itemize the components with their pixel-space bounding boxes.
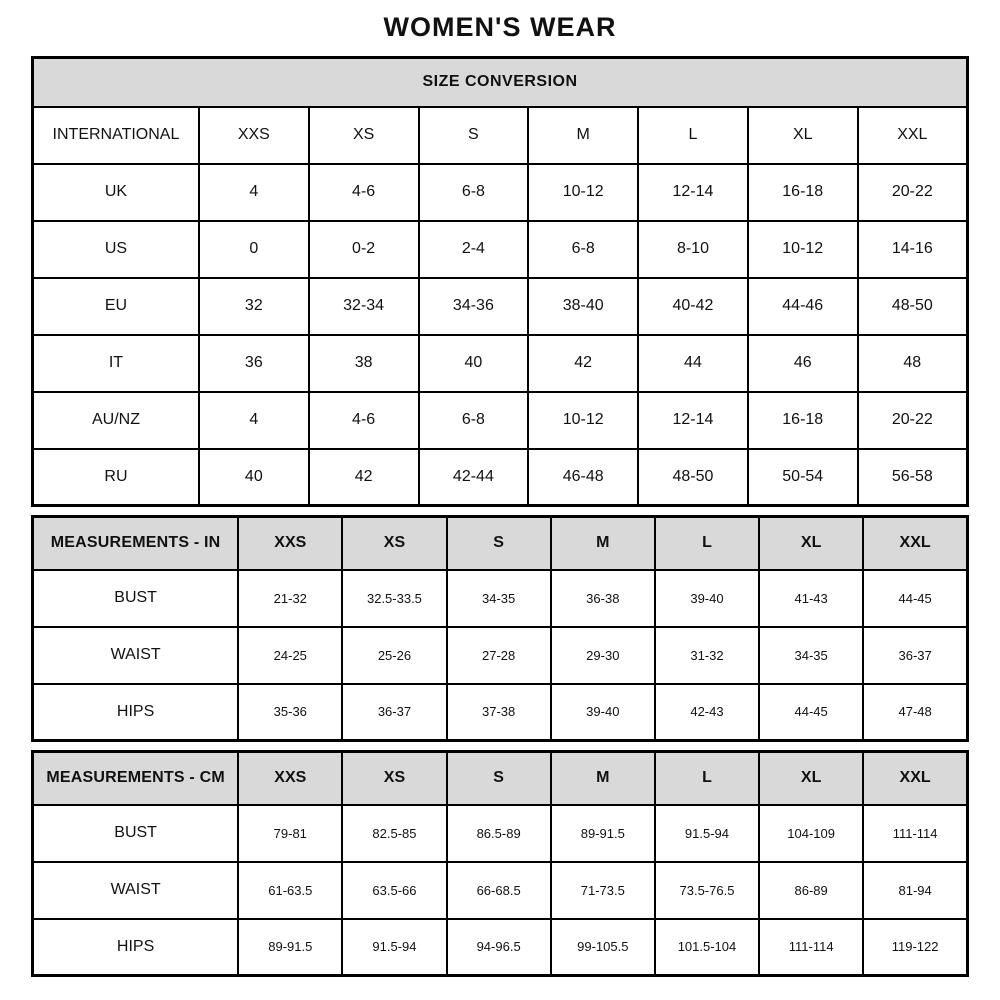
- size-column-header: XS: [342, 517, 446, 570]
- table-header-row: [33, 517, 968, 570]
- cell-value: 4-6: [309, 392, 419, 449]
- cell-value: 82.5-85: [342, 805, 446, 862]
- cell-value: 40: [199, 449, 309, 506]
- cell-value: 104-109: [759, 805, 863, 862]
- table-row: [33, 627, 968, 684]
- cell-value: 50-54: [748, 449, 858, 506]
- size-conversion-body: [33, 107, 968, 506]
- cell-value: 47-48: [863, 684, 967, 741]
- cell-value: 42-44: [419, 449, 529, 506]
- size-column-header: L: [655, 517, 759, 570]
- size-column-header: XL: [759, 752, 863, 805]
- row-label: UK: [33, 164, 199, 221]
- cell-value: 4: [199, 164, 309, 221]
- cell-value: XXS: [199, 107, 309, 164]
- cell-value: XS: [309, 107, 419, 164]
- cell-value: 42: [528, 335, 638, 392]
- cell-value: 4-6: [309, 164, 419, 221]
- row-label: BUST: [33, 805, 239, 862]
- size-conversion-table: [31, 56, 969, 507]
- cell-value: 48: [858, 335, 968, 392]
- cell-value: 39-40: [551, 684, 655, 741]
- table-row: [33, 278, 968, 335]
- cell-value: 40: [419, 335, 529, 392]
- size-column-header: S: [447, 752, 551, 805]
- table-row: [33, 805, 968, 862]
- cell-value: M: [528, 107, 638, 164]
- measurements-cm-header: MEASUREMENTS - CM: [33, 752, 239, 805]
- cell-value: 20-22: [858, 164, 968, 221]
- table-row: [33, 684, 968, 741]
- cell-value: 34-35: [759, 627, 863, 684]
- table-row: [33, 570, 968, 627]
- cell-value: 38-40: [528, 278, 638, 335]
- measurements-in-body: [33, 570, 968, 741]
- size-column-header: XL: [759, 517, 863, 570]
- cell-value: XXL: [858, 107, 968, 164]
- cell-value: S: [419, 107, 529, 164]
- size-column-header: S: [447, 517, 551, 570]
- cell-value: 10-12: [748, 221, 858, 278]
- row-label: WAIST: [33, 862, 239, 919]
- row-label: RU: [33, 449, 199, 506]
- cell-value: 66-68.5: [447, 862, 551, 919]
- cell-value: 39-40: [655, 570, 759, 627]
- cell-value: 44: [638, 335, 748, 392]
- size-column-header: L: [655, 752, 759, 805]
- cell-value: 42: [309, 449, 419, 506]
- cell-value: 48-50: [638, 449, 748, 506]
- cell-value: 46: [748, 335, 858, 392]
- cell-value: 20-22: [858, 392, 968, 449]
- row-label: AU/NZ: [33, 392, 199, 449]
- cell-value: 12-14: [638, 164, 748, 221]
- cell-value: 44-45: [759, 684, 863, 741]
- cell-value: 111-114: [759, 919, 863, 976]
- table-row: [33, 392, 968, 449]
- cell-value: 6-8: [528, 221, 638, 278]
- cell-value: 71-73.5: [551, 862, 655, 919]
- cell-value: 63.5-66: [342, 862, 446, 919]
- table-row: [33, 221, 968, 278]
- size-column-header: M: [551, 752, 655, 805]
- cell-value: 32-34: [309, 278, 419, 335]
- measurements-cm-body: [33, 805, 968, 976]
- cell-value: 16-18: [748, 164, 858, 221]
- cell-value: 41-43: [759, 570, 863, 627]
- row-label: INTERNATIONAL: [33, 107, 199, 164]
- cell-value: 89-91.5: [551, 805, 655, 862]
- cell-value: 79-81: [238, 805, 342, 862]
- cell-value: 21-32: [238, 570, 342, 627]
- cell-value: 34-35: [447, 570, 551, 627]
- size-column-header: XXL: [863, 752, 967, 805]
- cell-value: 36-37: [863, 627, 967, 684]
- cell-value: 36-37: [342, 684, 446, 741]
- cell-value: 36: [199, 335, 309, 392]
- cell-value: 32: [199, 278, 309, 335]
- row-label: WAIST: [33, 627, 239, 684]
- cell-value: 89-91.5: [238, 919, 342, 976]
- row-label: BUST: [33, 570, 239, 627]
- cell-value: 12-14: [638, 392, 748, 449]
- cell-value: 48-50: [858, 278, 968, 335]
- measurements-in-table: [31, 515, 969, 742]
- cell-value: 34-36: [419, 278, 529, 335]
- cell-value: 94-96.5: [447, 919, 551, 976]
- table-row: [33, 164, 968, 221]
- table-header-row: [33, 752, 968, 805]
- cell-value: 6-8: [419, 164, 529, 221]
- size-column-header: XXS: [238, 752, 342, 805]
- row-label: US: [33, 221, 199, 278]
- cell-value: 29-30: [551, 627, 655, 684]
- cell-value: 46-48: [528, 449, 638, 506]
- cell-value: 16-18: [748, 392, 858, 449]
- size-column-header: M: [551, 517, 655, 570]
- table-row: [33, 335, 968, 392]
- cell-value: 27-28: [447, 627, 551, 684]
- page-title: WOMEN'S WEAR: [383, 12, 617, 42]
- table-header-row: [33, 58, 968, 107]
- cell-value: 0-2: [309, 221, 419, 278]
- table-row: [33, 107, 968, 164]
- cell-value: 91.5-94: [655, 805, 759, 862]
- measurements-in-header: MEASUREMENTS - IN: [33, 517, 239, 570]
- cell-value: 2-4: [419, 221, 529, 278]
- cell-value: 86-89: [759, 862, 863, 919]
- table-row: [33, 449, 968, 506]
- cell-value: 86.5-89: [447, 805, 551, 862]
- size-column-header: XXL: [863, 517, 967, 570]
- cell-value: 0: [199, 221, 309, 278]
- cell-value: 35-36: [238, 684, 342, 741]
- row-label: HIPS: [33, 919, 239, 976]
- cell-value: 4: [199, 392, 309, 449]
- size-conversion-header: SIZE CONVERSION: [33, 58, 968, 107]
- cell-value: 111-114: [863, 805, 967, 862]
- cell-value: 14-16: [858, 221, 968, 278]
- cell-value: 44-46: [748, 278, 858, 335]
- cell-value: 99-105.5: [551, 919, 655, 976]
- cell-value: 40-42: [638, 278, 748, 335]
- table-row: [33, 862, 968, 919]
- cell-value: 91.5-94: [342, 919, 446, 976]
- size-column-header: XXS: [238, 517, 342, 570]
- cell-value: 8-10: [638, 221, 748, 278]
- measurements-cm-table: [31, 750, 969, 977]
- cell-value: 37-38: [447, 684, 551, 741]
- cell-value: 32.5-33.5: [342, 570, 446, 627]
- cell-value: 10-12: [528, 164, 638, 221]
- cell-value: 101.5-104: [655, 919, 759, 976]
- cell-value: 42-43: [655, 684, 759, 741]
- cell-value: 56-58: [858, 449, 968, 506]
- cell-value: 38: [309, 335, 419, 392]
- cell-value: XL: [748, 107, 858, 164]
- row-label: IT: [33, 335, 199, 392]
- row-label: HIPS: [33, 684, 239, 741]
- cell-value: 10-12: [528, 392, 638, 449]
- cell-value: 61-63.5: [238, 862, 342, 919]
- cell-value: 25-26: [342, 627, 446, 684]
- table-row: [33, 919, 968, 976]
- row-label: EU: [33, 278, 199, 335]
- cell-value: 36-38: [551, 570, 655, 627]
- cell-value: L: [638, 107, 748, 164]
- cell-value: 31-32: [655, 627, 759, 684]
- cell-value: 44-45: [863, 570, 967, 627]
- cell-value: 73.5-76.5: [655, 862, 759, 919]
- cell-value: 24-25: [238, 627, 342, 684]
- cell-value: 119-122: [863, 919, 967, 976]
- size-column-header: XS: [342, 752, 446, 805]
- cell-value: 81-94: [863, 862, 967, 919]
- cell-value: 6-8: [419, 392, 529, 449]
